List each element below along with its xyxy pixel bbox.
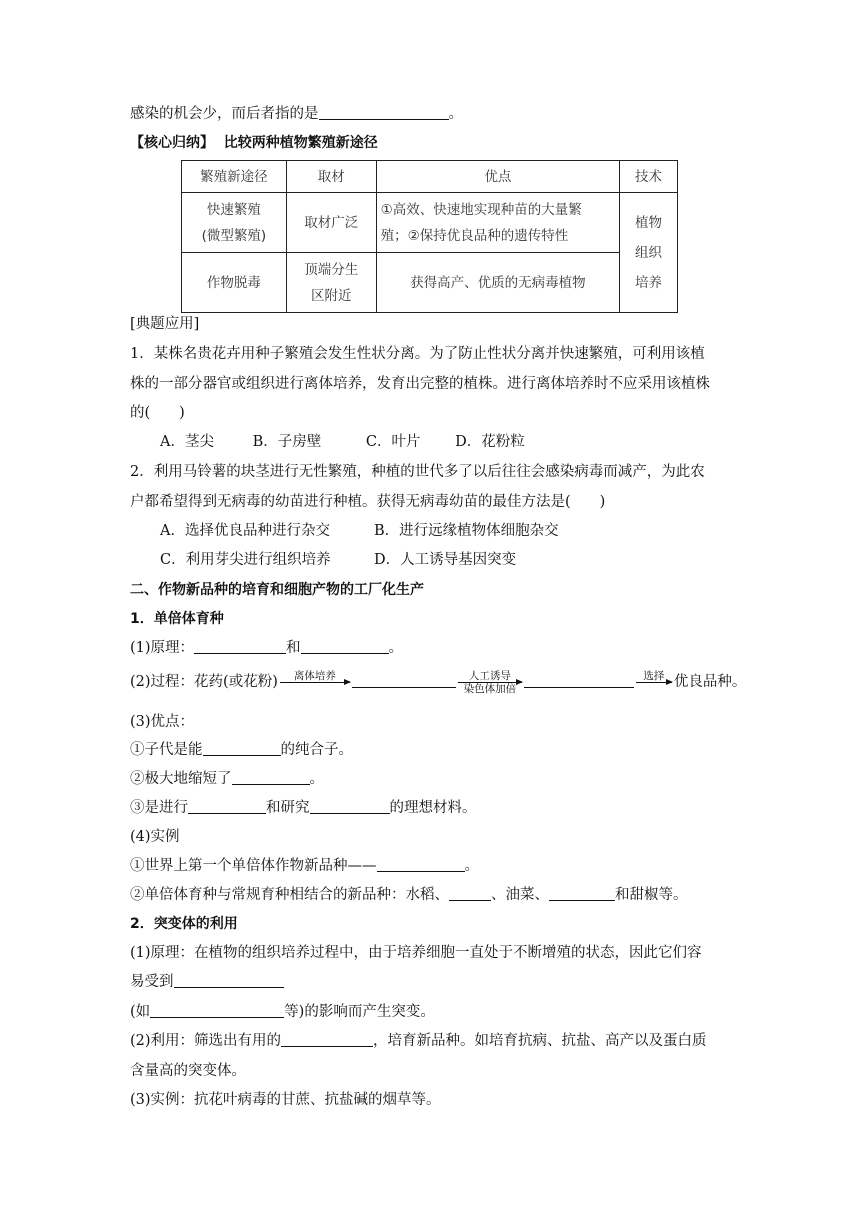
answer-blank[interactable] — [319, 105, 449, 120]
option-d[interactable]: D．花粉粒 — [455, 434, 525, 450]
answer-blank[interactable] — [449, 886, 491, 901]
process-line: (2)过程：花药(或花粉) 离体培养 人工诱导 染色体加倍 选择 优良品种。 — [130, 669, 747, 695]
q2-line: 2．利用马铃薯的块茎进行无性繁殖，种植的世代多了以后往往会感染病毒而减产，为此农 — [130, 464, 705, 480]
intro-line: 感染的机会少，而后者指的是 。 — [130, 106, 463, 122]
table-cell: 获得高产、优质的无病毒植物 — [376, 253, 619, 313]
typical-heading: [典题应用] — [130, 316, 200, 332]
answer-blank[interactable] — [352, 673, 456, 688]
answer-blank[interactable] — [281, 1032, 373, 1047]
option-b[interactable]: B．子房壁 — [252, 434, 322, 450]
option-c[interactable]: C．叶片 — [365, 434, 421, 450]
table-row — [182, 253, 678, 313]
option-d[interactable]: D．人工诱导基因突变 — [374, 552, 517, 568]
option-c[interactable]: C．利用芽尖进行组织培养 — [160, 552, 331, 568]
q2-options-row — [160, 550, 516, 570]
section-title: 二、作物新品种的培育和细胞产物的工厂化生产 — [130, 582, 424, 598]
example-item: ②单倍体育种与常规育种相结合的新品种：水稻、 、油菜、 和甜椒等。 — [130, 887, 688, 903]
example-item: ①世界上第一个单倍体作物新品种—— 。 — [130, 858, 479, 874]
arrow-icon: 人工诱导 染色体加倍 — [458, 670, 522, 695]
answer-blank[interactable] — [549, 886, 615, 901]
answer-blank[interactable] — [203, 741, 281, 756]
q1-line: 株的一部分器官或组织进行离体培养，发育出完整的植株。进行离体培养时不应采用该植株 — [130, 376, 710, 392]
table-header-row — [182, 161, 678, 193]
use-text: (2)利用：筛选出有用的 ，培育新品种。如培育抗病、抗盐、高产以及蛋白质 — [130, 1033, 707, 1049]
principle-line: (1)原理： 和 。 — [130, 640, 404, 656]
q1-line: 1．某株名贵花卉用种子繁殖会发生性状分离。为了防止性状分离并快速繁殖，可利用该植 — [130, 346, 705, 362]
comparison-table — [181, 160, 678, 313]
table-header: 技术 — [620, 161, 678, 193]
option-a[interactable]: A．茎尖 — [160, 434, 214, 450]
table-cell: 取材广泛 — [286, 193, 376, 253]
principle-text: (如 等)的影响而产生突变。 — [130, 1004, 435, 1020]
table-cell: 顶端分生 区附近 — [286, 253, 376, 313]
table-row — [182, 193, 678, 253]
advantage-item: ③是进行 和研究 的理想材料。 — [130, 800, 477, 816]
answer-blank[interactable] — [174, 973, 284, 988]
q1-options — [160, 432, 525, 452]
option-b[interactable]: B．进行远缘植物体细胞杂交 — [374, 523, 559, 539]
intro-text: 感染的机会少，而后者指的是 — [130, 106, 319, 122]
core-summary-heading: 【核心归纳】 比较两种植物繁殖新途径 — [130, 135, 378, 151]
arrow-icon: 离体培养 — [280, 670, 350, 695]
example-text: (3)实例：抗花叶病毒的甘蔗、抗盐碱的烟草等。 — [130, 1092, 441, 1108]
answer-blank[interactable] — [524, 673, 634, 688]
subsection-title: 2．突变体的利用 — [130, 916, 238, 932]
answer-blank[interactable] — [150, 1003, 284, 1018]
q2-line: 户都希望得到无病毒的幼苗进行种植。获得无病毒幼苗的最佳方法是( ) — [130, 494, 606, 510]
advantages-heading: (3)优点： — [130, 714, 195, 730]
answer-blank[interactable] — [377, 857, 465, 872]
principle-text: (1)原理：在植物的组织培养过程中，由于培养细胞一直处于不断增殖的状态，因此它们容 — [130, 945, 702, 961]
table-cell: 作物脱毒 — [182, 253, 287, 313]
answer-blank[interactable] — [301, 639, 389, 654]
table-header: 取材 — [286, 161, 376, 193]
table-header: 优点 — [376, 161, 619, 193]
option-a[interactable]: A．选择优良品种进行杂交 — [160, 523, 330, 539]
advantage-item: ②极大地缩短了 。 — [130, 771, 324, 787]
answer-blank[interactable] — [310, 799, 390, 814]
examples-heading: (4)实例 — [130, 829, 180, 845]
answer-blank[interactable] — [194, 639, 286, 654]
table-header: 繁殖新途径 — [182, 161, 287, 193]
table-cell-technique: 植物 组织 培养 — [620, 193, 678, 313]
principle-text: 易受到 — [130, 972, 284, 992]
answer-blank[interactable] — [188, 799, 266, 814]
advantage-item: ①子代是能 的纯合子。 — [130, 742, 353, 758]
table-cell: ①高效、快速地实现种苗的大量繁 殖；②保持优良品种的遗传特性 — [376, 193, 619, 253]
answer-blank[interactable] — [232, 770, 310, 785]
table-cell: 快速繁殖 (微型繁殖) — [182, 193, 287, 253]
q1-line: 的( ) — [130, 405, 185, 421]
subsection-title: 1．单倍体育种 — [130, 611, 224, 627]
use-text: 含量高的突变体。 — [130, 1063, 246, 1079]
arrow-icon: 选择 — [636, 670, 672, 695]
q2-options-row — [160, 521, 559, 541]
